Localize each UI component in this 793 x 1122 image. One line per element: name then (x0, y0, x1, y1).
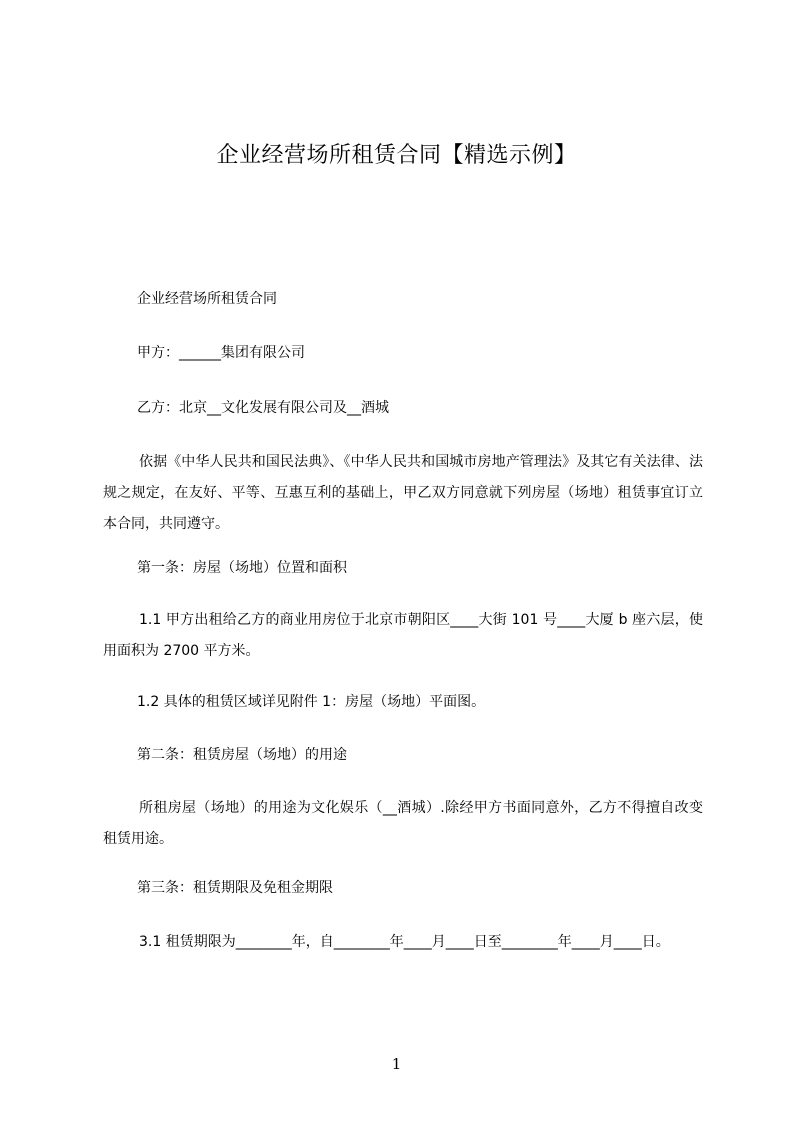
clause-3-1: 3.1 租赁期限为________年，自________年____月____日至________年____月____日。 (139, 934, 670, 950)
article-2-heading: 第二条：租赁房屋（场地）的用途 (137, 747, 347, 763)
clause-1-1: 1.1 甲方出租给乙方的商业用房位于北京市朝阳区____大街 101 号____大厦 b 座六层，使用面积为 2700 平方米。 (103, 612, 703, 659)
party-a: 甲方：______集团有限公司 (137, 345, 305, 361)
contract-name: 企业经营场所租赁合同 (137, 291, 277, 307)
clause-1-2: 1.2 具体的租赁区域详见附件 1：房屋（场地）平面图。 (137, 694, 486, 710)
article-2-body: 所租房屋（场地）的用途为文化娱乐（__酒城）.除经甲方书面同意外，乙方不得擅自改变租赁用途。 (103, 800, 703, 847)
document-title: 企业经营场所租赁合同【精选示例】 (216, 143, 577, 168)
party-b: 乙方：北京__文化发展有限公司及__酒城 (137, 400, 389, 416)
preamble-paragraph: 依据《中华人民共和国民法典》、《中华人民共和国城市房地产管理法》及其它有关法律、法规之规定，在友好、平等、互惠互利的基础上，甲乙双方同意就下列房屋（场地）租赁事宜订立本合同，共同遵守。 (103, 454, 703, 532)
article-3-heading: 第三条：租赁期限及免租金期限 (137, 880, 333, 896)
page-number: 1 (391, 1055, 402, 1073)
article-1-heading: 第一条：房屋（场地）位置和面积 (137, 560, 347, 576)
